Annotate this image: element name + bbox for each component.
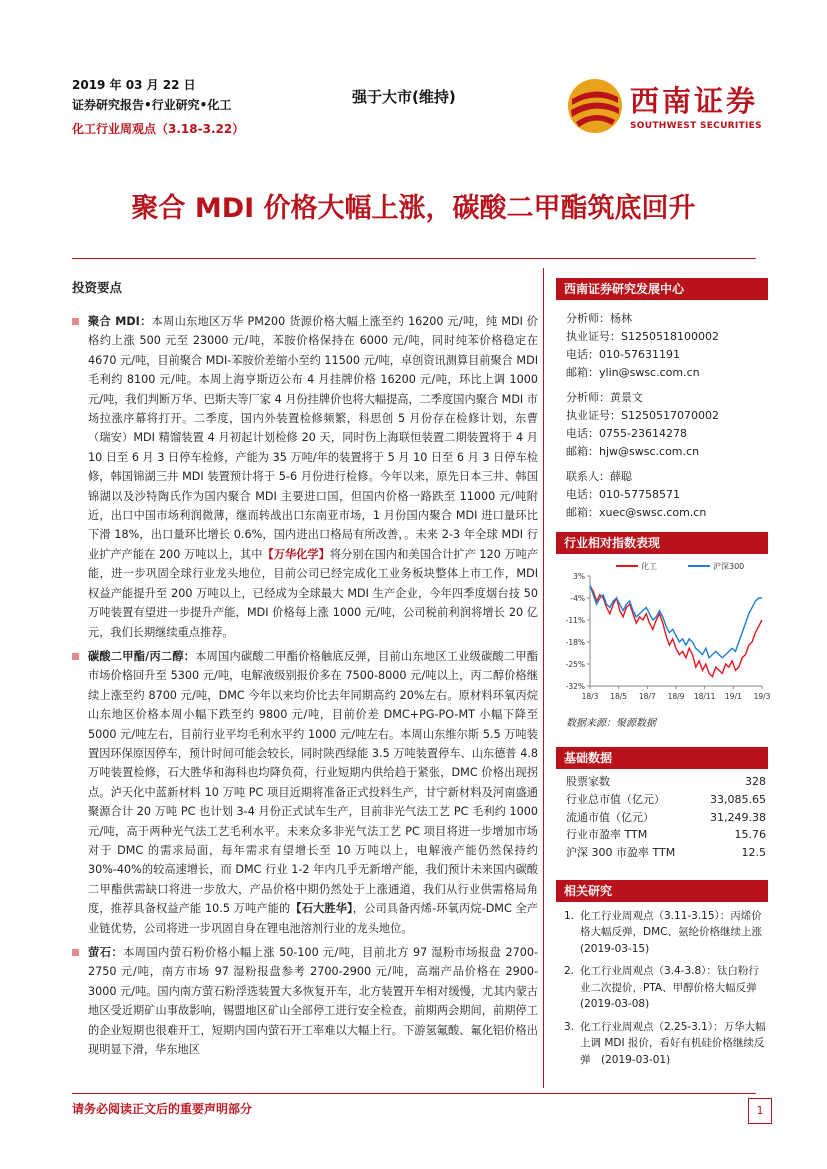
related-research-title: 相关研究 — [556, 880, 768, 902]
basic-data-label: 股票家数 — [566, 775, 610, 788]
footer-divider — [72, 1093, 756, 1094]
x-tick-label: 18/3 — [581, 692, 599, 701]
related-item-number: 1. — [564, 909, 575, 922]
chart-source: 数据来源：聚源数据 — [566, 718, 656, 729]
related-item-text: 化工行业周观点（2.25-3.1）：万华大幅上调 MDI 报价，看好有机硅价格继续反弹 (2019-03-01) — [580, 1020, 766, 1066]
legend-label: 化工 — [641, 562, 657, 571]
page-title: 聚合 MDI 价格大幅上涨，碳酸二甲酯筑底回升 — [131, 193, 696, 224]
paragraph-dmc — [72, 647, 538, 938]
analyst-email: 邮箱：hjw@swsc.com.cn — [566, 445, 700, 458]
basic-data-value: 33,085.65 — [710, 792, 766, 806]
analyst-name: 分析师：杨林 — [566, 312, 632, 325]
related-research-item — [556, 963, 768, 1013]
basic-data-value: 12.5 — [741, 846, 766, 860]
legend-label: 沪深300 — [713, 562, 745, 571]
basic-data-row — [556, 809, 768, 827]
paragraph-mdi — [72, 312, 538, 642]
contact-name: 联系人：薛聪 — [566, 470, 632, 483]
analyst-phone: 电话：010-57631191 — [566, 348, 680, 361]
related-item-text: 化工行业周观点（3.4-3.8）：钛白粉行业二次提价，PTA、甲醇价格大幅反弹 (2019-03-08) — [580, 965, 768, 1011]
page-number: 1 — [748, 1098, 772, 1124]
company-highlight: 【万华化学】 — [262, 547, 330, 561]
analyst-1 — [566, 310, 768, 382]
para-text: ，公司具备丙烯-环氧丙烷-DMC 全产业链优势，公司将进一步巩固自身在锂电池溶剂行业的龙头地位。 — [88, 902, 538, 935]
analyst-cert: 执业证号：S1250518100002 — [566, 330, 719, 343]
contact-phone: 电话：010-57758571 — [566, 488, 680, 501]
basic-data-row — [556, 826, 768, 844]
contact-person — [566, 468, 768, 522]
y-tick-label: -18% — [565, 638, 585, 647]
related-item-text: 化工行业周观点（3.11-3.15）：丙烯价格大幅反弹，DMC、氨纶价格继续上涨 (2019-03-15) — [580, 909, 773, 955]
basic-data-label: 流通市值（亿元） — [566, 810, 654, 824]
basic-data-table — [556, 773, 768, 862]
contact-block — [556, 310, 768, 522]
para-text: 本周国内萤石粉价格小幅上涨 50-100 元/吨，目前北方 97 湿粉市场报盘 2700-2750 元/吨，南方市场 97 湿粉报盘参考 2700-2900 元/吨，高端产品价格在 2900-3000 元/吨。国内南方萤石粉浮选装置大多恢复开车，北方装置开车相对缓慢，尤其内蒙古地区受近期矿山事故影响，锡盟地区矿山全部停工进行安全检查，前期两会期间，前期停工的企业短期也很难开工，短期内国内萤石开工率难以大幅上行。下游氢氟酸、氟化铝价格出现明显下滑，华东地区 — [88, 946, 538, 1057]
basic-data-value: 328 — [745, 775, 766, 788]
y-tick-label: -32% — [565, 682, 585, 691]
x-tick-label: 19/3 — [753, 692, 771, 701]
relative-index-chart — [556, 558, 771, 708]
investment-summary — [72, 278, 538, 1064]
x-tick-label: 18/7 — [638, 692, 656, 701]
index-section-title: 行业相对指数表现 — [556, 532, 768, 554]
analyst-phone: 电话：0755-23614278 — [566, 427, 687, 440]
company-logo — [566, 75, 766, 139]
logo-emblem-icon — [566, 77, 624, 135]
para-lead: 萤石： — [88, 946, 124, 959]
basic-data-row — [556, 844, 768, 862]
paragraph-fluorite — [72, 943, 538, 1059]
x-tick-label: 18/5 — [610, 692, 628, 701]
company-highlight: 【石大胜华】 — [290, 902, 353, 916]
basic-data-label: 行业总市值（亿元） — [566, 792, 665, 806]
related-item-number: 2. — [564, 965, 575, 978]
report-subtitle: 化工行业周观点（3.18-3.22） — [72, 122, 245, 136]
y-tick-label: -11% — [565, 616, 585, 625]
basic-data-label: 行业市盈率 TTM — [566, 828, 648, 842]
related-research-list — [556, 908, 773, 1069]
logo-text-cn: 西南证券 — [630, 84, 759, 118]
report-date: 2019 年 03 月 22 日 — [72, 78, 196, 92]
analyst-email: 邮箱：ylin@swsc.com.cn — [566, 366, 700, 379]
para-lead: 碳酸二甲酯/丙二醇： — [88, 649, 196, 663]
y-tick-label: -4% — [570, 594, 585, 603]
bullet-icon — [72, 653, 79, 660]
section-heading: 投资要点 — [72, 280, 123, 295]
basic-data-row — [556, 791, 768, 809]
para-text: 将分别在国内和美国合计扩产 120 万吨产能，进一步巩固全球行业龙头地位，目前公司已经完成化工业务板块整体上市工作，MDI 权益产能提升至 200 万吨以上，已经成为全球最大 MDI 生产企业，今年四季度烟台技 50 万吨装置有望进一步提升产能，MDI 价格每上涨 1000 元/吨，公司税前利润将增长 20 亿元，我们长期继续重点推荐。 — [88, 547, 539, 639]
x-tick-label: 18/9 — [667, 692, 685, 701]
logo-text-en: SOUTHWEST SECURITIES — [630, 121, 762, 131]
analyst-2 — [566, 389, 768, 461]
para-text: 本周国内碳酸二甲酯价格触底反弹，目前山东地区工业级碳酸二甲酯市场价格回升至 5300 元/吨，电解液级别报价多在 7500-8000 元/吨以上，丙二醇价格继续上涨至约 8700 元/吨，DMC 今年以来均价比去年同期高约 20%左右。原材料环氧丙烷山东地区价格本周小幅下跌至约 9800 元/吨，目前价差 DMC+PG-PO-MT 小幅下降至 5000 元/吨左右，目前行业平均毛利水平约 1000 元/吨左右。本周山东维尔斯 5.5 万吨装置因环保原因停车，预计时间可能会较长，同时陕西绿能 3.5 万吨装置停车、山东德普 4.8 万吨装置检修，石大胜华和海科也均降负荷，行业短期内供给趋于紧张，DMC 价格出现拐点。泸天化中蓝新材料 10 万吨 PC 项目近期将准备正式投料生产，甘宁新材料及河南盛通聚源合计 20 万吨 PC 也计划 3-4 月份正式试车生产，目前非光气法工艺 PC 毛利约 1000 元/吨，高于两种光气法工艺毛利水平。未来众多非光气法工艺 PC 项目将进一步增加市场对于 DMC 的需求局面，每年需求有望增长至 10 万吨以上，电解液产能仍然保持约 30%-40%的较高速增长，而 DMC 行业 1-2 年内几乎无新增产能，我们预计未来国内碳酸二甲酯供需缺口将进一步放大，产品价格中期仍然处于上涨通道，我们从行业供需格局角度，推荐具备权益产能 10.5 万吨产能的 — [88, 649, 538, 916]
analyst-name: 分析师：黄景文 — [566, 391, 643, 404]
para-lead: 聚合 MDI： — [88, 315, 152, 328]
related-item-number: 3. — [564, 1020, 575, 1033]
related-research-item — [556, 1019, 768, 1069]
para-text: 本周山东地区万华 PM200 货源价格大幅上涨至约 16200 元/吨，纯 MDI 价格约上涨 500 元至 23000 元/吨，苯胺价格保持在 6000 元/吨，同时纯苯价格稳定在 4670 元/吨，目前聚合 MDI-苯胺价差缩小至约 11500 元/吨，卓创资讯测算目前聚合 MDI 毛利约 8100 元/吨。本周上海亨斯迈公布 4 月挂牌价格 16200 元/吨，环比上调 1000 元/吨，我们判断万华、巴斯夫等厂家 4 月份挂牌价也将大幅提高，二季度国内聚合 MDI 市场拉涨序幕将打开。二季度，国内外装置检修频繁，科思创 5 月份存在检修计划，东曹（瑞安）MDI 精馏装置 4 月初起计划检修 20 天，同时伤上海联恒装置二期装置将于 4 月 10 日至 6 月 3 日停车检修，产能为 35 万吨/年的装置将于 5 月 10 日至 6 月 3 日停车检修，韩国锦湖三井 MDI 装置预计将于 5-6 月份进行检修。今年以来，原先日本三井、韩国锦湖以及沙特陶氏作为国内聚合 MDI 主要进口国，但国内价格一路跌至 11000 元/吨附近，出口中国市场利润微薄，继而转战出口东南亚市场，1 月份国内聚合 MDI 进口量环比下滑 18%，出口量环比增长 0.6%，国内进出口格局有所改善，。未来 2-3 年全球 MDI 行业扩产产能在 200 万吨以上，其中 — [88, 315, 538, 561]
basic-data-label: 沪深 300 市盈率 TTM — [566, 846, 676, 860]
contact-email: 邮箱：xuec@swsc.com.cn — [566, 506, 707, 519]
report-type: 证券研究报告•行业研究•化工 — [72, 98, 232, 112]
sidebar — [556, 278, 773, 1074]
x-tick-label: 18/11 — [693, 692, 716, 701]
basic-data-title: 基础数据 — [556, 747, 768, 769]
bullet-icon — [72, 318, 79, 325]
research-center-title: 西南证券研究发展中心 — [556, 278, 768, 300]
related-research-item — [556, 908, 773, 958]
title-divider — [72, 258, 756, 259]
rating: 强于大市(维持) — [352, 88, 456, 106]
basic-data-value: 31,249.38 — [710, 810, 766, 824]
footer-notice: 请务必阅读正文后的重要声明部分 — [72, 1102, 253, 1116]
bullet-icon — [72, 949, 79, 956]
y-tick-label: -25% — [565, 660, 585, 669]
basic-data-value: 15.76 — [734, 828, 766, 842]
x-tick-label: 19/1 — [724, 692, 742, 701]
column-divider — [543, 268, 544, 1088]
y-tick-label: 3% — [573, 572, 585, 581]
basic-data-row — [556, 773, 768, 791]
analyst-cert: 执业证号：S1250517070002 — [566, 409, 719, 422]
